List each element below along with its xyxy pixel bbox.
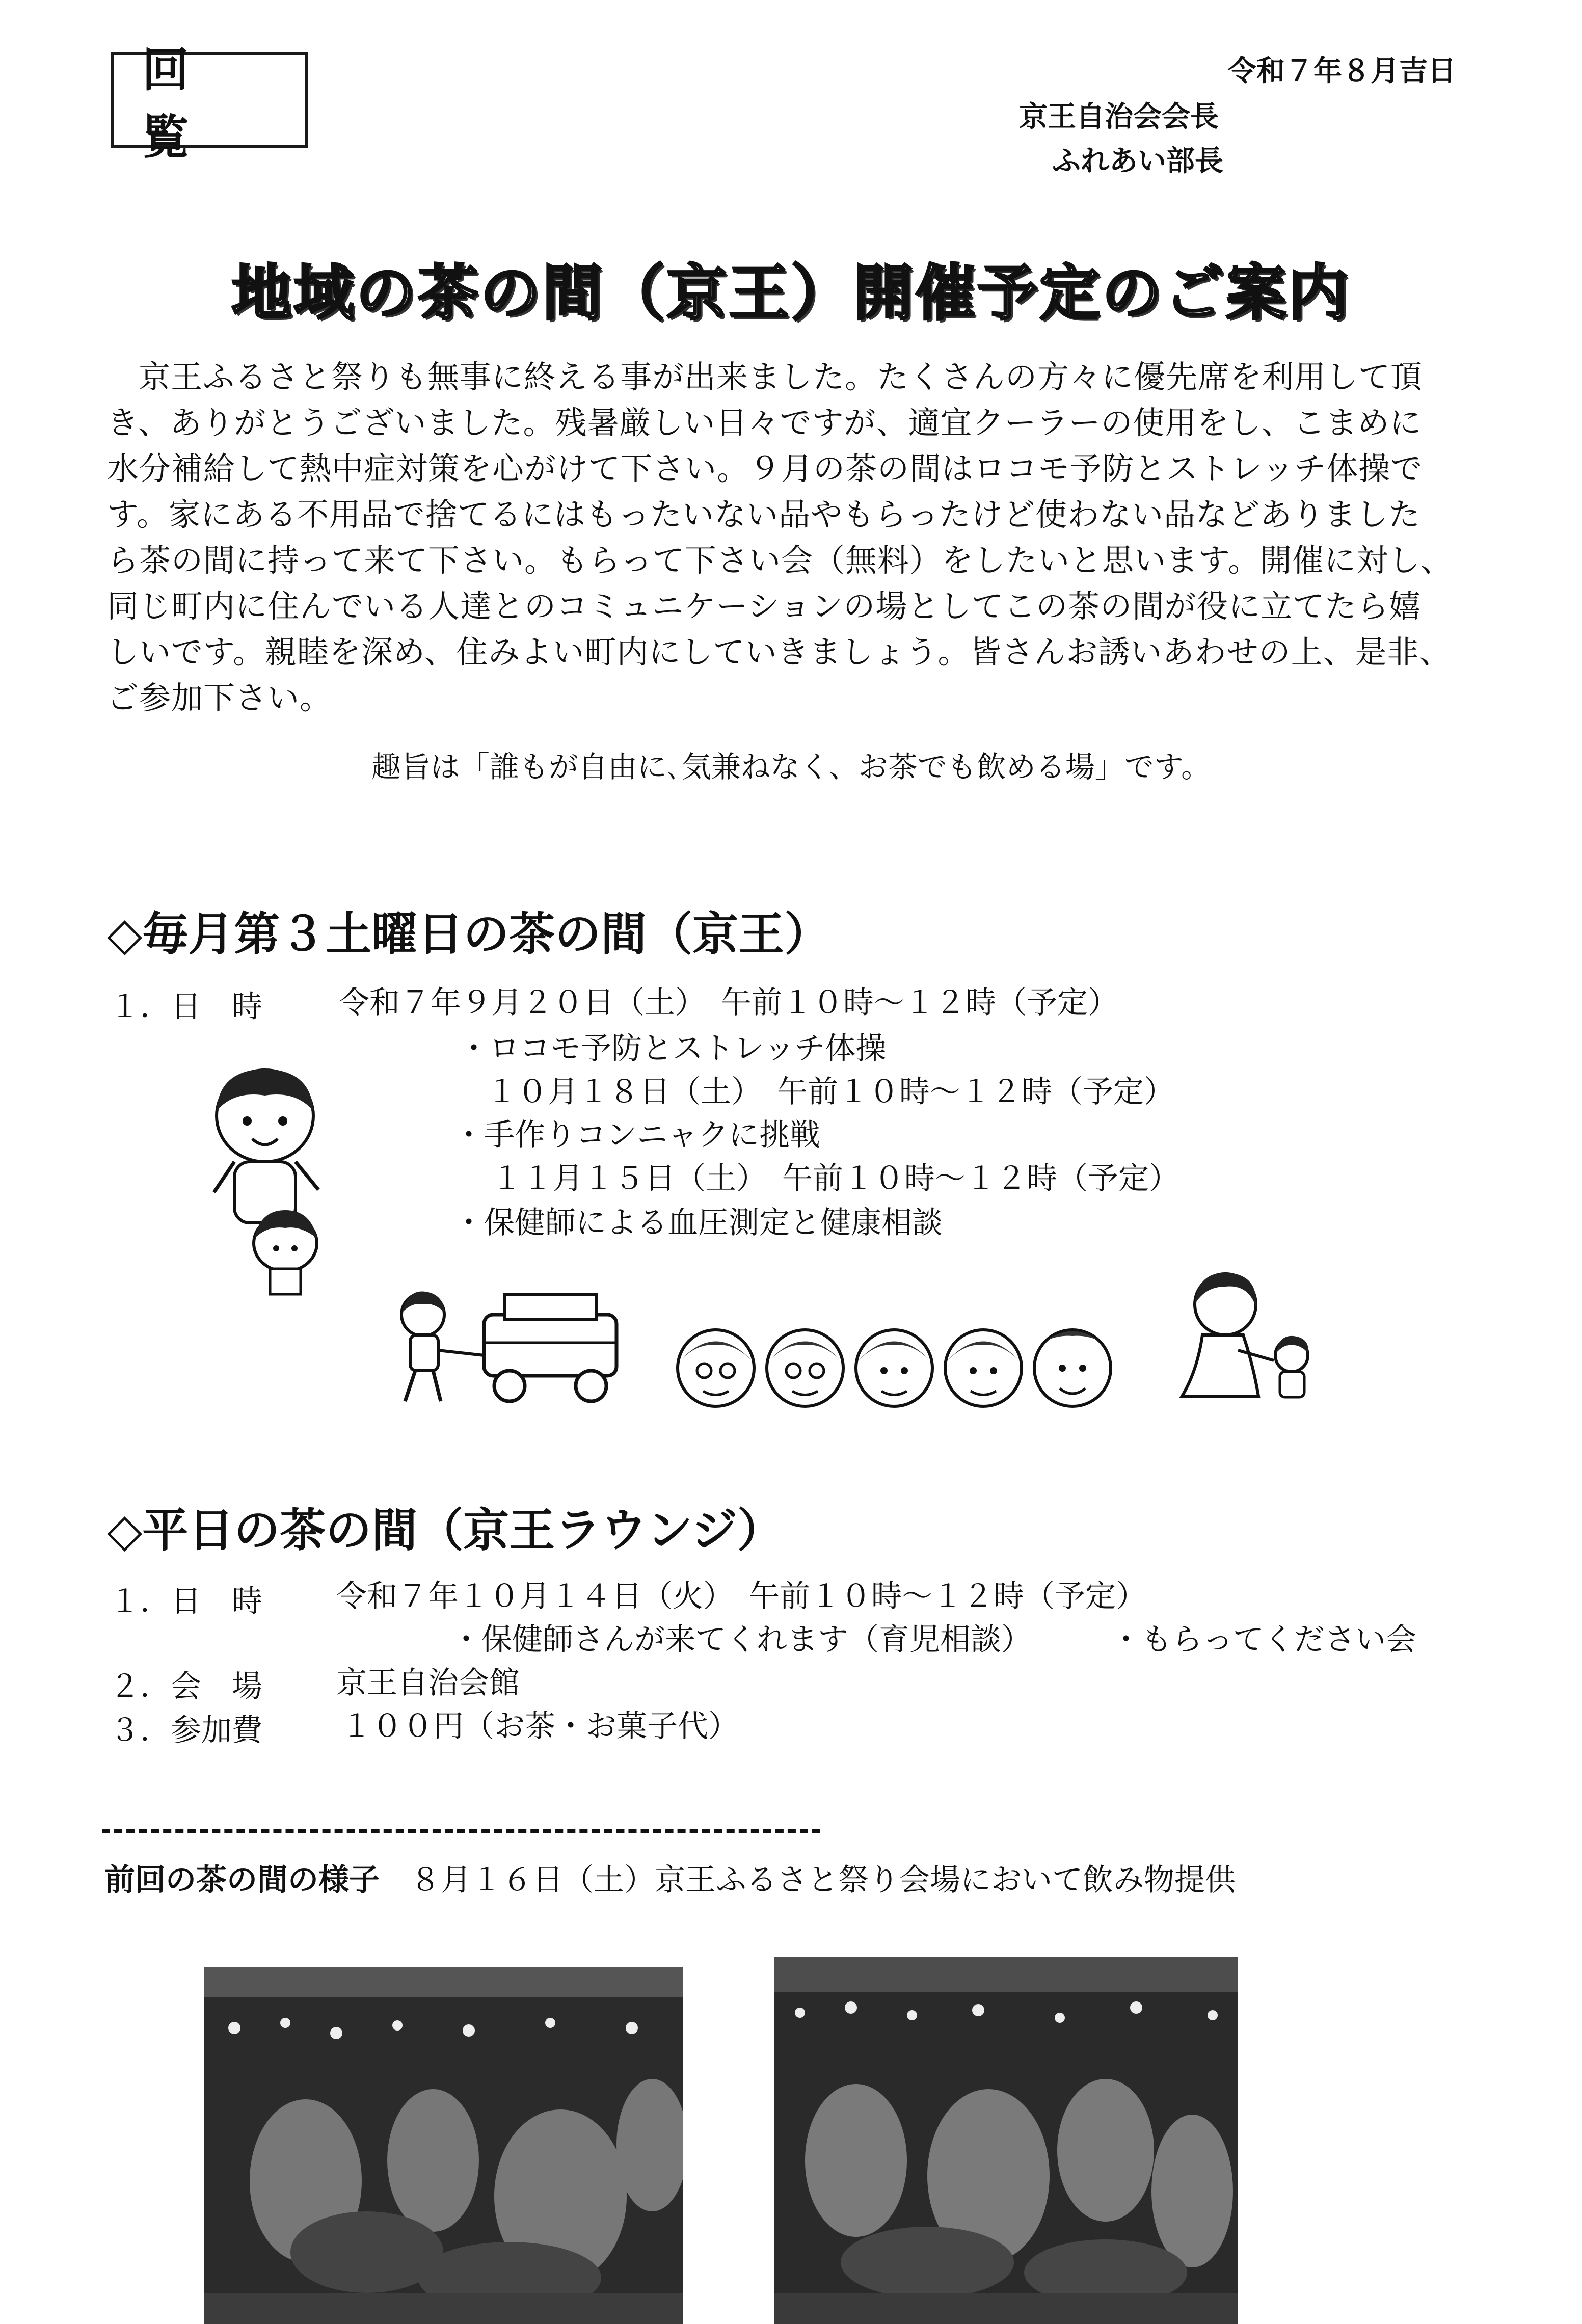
section1-date3: １１月１５日（土） 午前１０時～１２時（予定） <box>492 1161 1179 1196</box>
section2-fee: １００円（お茶・お菓子代） <box>341 1708 739 1744</box>
intro-line: ら茶の間に持って来て下さい。もらって下さい会（無料）をしたいと思います。開催に対し、 <box>107 542 1453 579</box>
intro-line: す。家にある不用品で捨てるにはもったいない品やもらったけど使わない品などありました <box>107 496 1421 533</box>
page-title: 地域の茶の間（京王）開催予定のご案内 <box>231 258 1351 328</box>
section2-datetime-label: １．日 時 <box>110 1584 262 1619</box>
section2-date: 令和７年１０月１４日（火） 午前１０時～１２時（予定） <box>336 1579 1146 1614</box>
intro-line: ご参加下さい。 <box>107 679 332 716</box>
section1-datetime-label: １．日 時 <box>110 989 262 1025</box>
section2-item-health: ・保健師さんが来てくれます（育児相談） <box>451 1622 1032 1658</box>
boy-cart-illustration <box>387 1284 642 1411</box>
intro-line: 京王ふるさと祭りも無事に終える事が出来ました。たくさんの方々に優先席を利用して頂 <box>139 358 1423 395</box>
issue-date: 令和７年８月吉日 <box>1228 55 1456 88</box>
previous-event <box>104 1856 1236 1900</box>
previous-label: 前回の茶の間の様子 <box>104 1862 380 1898</box>
intro-line: しいです。親睦を深め、住みよい町内にしていきましょう。皆さんお誘いあわせの上、是非、 <box>107 633 1452 671</box>
intro-line: 水分補給して熱中症対策を心がけて下さい。９月の茶の間はロコモ予防とストレッチ体操で <box>107 450 1423 487</box>
intro-line: き、ありがとうございました。残暑厳しい日々ですが、適宜クーラーの使用をし、こまめに <box>107 404 1422 441</box>
girl-child-illustration <box>183 1060 346 1299</box>
intro-paragraph <box>107 354 1493 721</box>
section1-item2: ・手作りコンニャクに挑戦 <box>453 1117 820 1153</box>
section1-date1: 令和７年９月２０日（土） 午前１０時～１２時（予定） <box>339 985 1118 1021</box>
kairan-box: 回 覧 <box>111 52 308 148</box>
section2-fee-label: ３．参加費 <box>110 1713 262 1748</box>
section2-heading: ◇平日の茶の間（京王ラウンジ） <box>107 1504 783 1557</box>
mother-child-illustration <box>1162 1264 1325 1411</box>
section1-date2: １０月１８日（土） 午前１０時～１２時（予定） <box>487 1074 1174 1110</box>
section2-venue: 京王自治会館 <box>336 1665 520 1701</box>
section1-item1: ・ロコモ予防とストレッチ体操 <box>459 1031 887 1066</box>
dashed-divider <box>102 1829 820 1833</box>
purpose-statement: 趣旨は「誰もが自由に､気兼ねなく、お茶でも飲める場」です。 <box>371 750 1211 784</box>
event-photo-right <box>774 1957 1238 2324</box>
section2-venue-label: ２．会 場 <box>110 1669 262 1704</box>
event-photo-left <box>204 1967 683 2324</box>
previous-text: ８月１６日（土）京王ふるさと祭り会場において飲み物提供 <box>410 1862 1236 1898</box>
elderly-faces-illustration <box>667 1320 1121 1417</box>
intro-line: 同じ町内に住んでいる人達とのコミュニケーションの場としてこの茶の間が役に立てたら嬉 <box>107 587 1422 625</box>
sender-chair: 京王自治会会長 <box>1019 100 1219 133</box>
section1-item3: ・保健師による血圧測定と健康相談 <box>453 1205 943 1241</box>
section2-item-giveaway: ・もらってください会 <box>1111 1622 1416 1658</box>
section1-heading: ◇毎月第３土曜日の茶の間（京王） <box>107 907 830 961</box>
sender-dept: ふれあい部長 <box>1052 145 1223 178</box>
